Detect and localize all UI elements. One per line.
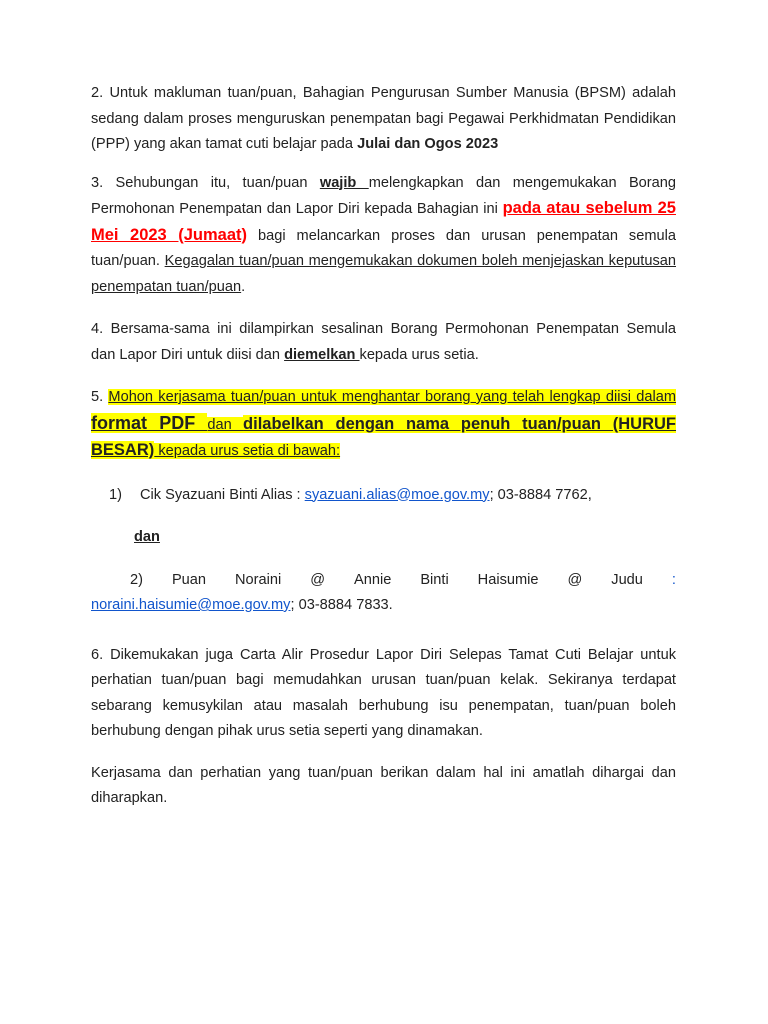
contact-2-word: Annie	[354, 571, 392, 588]
paragraph-6: 6. Dikemukakan juga Carta Alir Prosedur Lapor Diri Selepas Tamat Cuti Belajar untuk perhatian tuan/puan bagi memudahkan urusan tuan/puan kelak. Sekiranya terdapat sebarang kemusykilan atau masalah berhubung isu penempatan, tuan/puan boleh berhubung dengan pihak urus setia seperti yang dinamakan.	[91, 646, 676, 739]
contact-2-phone: ; 03-8884 7833.	[290, 597, 393, 613]
paragraph-3	[91, 171, 676, 301]
paragraph-3-deadline: pada atau sebelum 25 Mei 2023 (Jumaat)	[91, 199, 676, 244]
paragraph-4-emphasis: diemelkan	[284, 346, 360, 363]
contact-1-number: 1)	[109, 486, 122, 503]
paragraph-3-end: .	[241, 278, 246, 295]
contact-2-number: 2)	[130, 571, 143, 588]
contact-2-word: Noraini	[235, 571, 282, 588]
contact-2-line-2	[91, 593, 676, 619]
paragraph-3-after: bagi melancarkan proses dan urusan penempatan semula tuan/puan.	[91, 227, 676, 269]
paragraph-5-highlight-c: kepada urus setia di bawah:	[154, 443, 341, 459]
contact-2-line-1	[91, 568, 676, 594]
paragraph-4-end: kepada urus setia.	[359, 346, 479, 363]
contact-2-email-link[interactable]: noraini.haisumie@moe.gov.my	[91, 597, 291, 613]
document-page	[91, 81, 676, 812]
paragraph-5-highlight-b: dan	[207, 416, 244, 433]
paragraph-5-highlight-a: Mohon kerjasama tuan/puan untuk menghantar borang yang telah lengkap diisi dalam	[108, 389, 676, 405]
paragraph-3-mid: melengkapkan dan mengemukakan Borang Permohonan Penempatan dan Lapor Diri kepada Bahagian ini	[91, 174, 677, 217]
contact-item-2	[91, 568, 676, 619]
contact-2-word: Haisumie	[477, 571, 539, 588]
paragraph-4-lead: 4. Bersama-sama ini dilampirkan sesalinan Borang Permohonan Penempatan Semula dan Lapor Diri untuk diisi dan	[91, 321, 676, 363]
paragraph-5-label-instruction: dilabelkan dengan nama penuh tuan/puan (HURUF BESAR)	[91, 414, 676, 459]
contact-2-word: Puan	[171, 571, 207, 588]
paragraph-2-text: 2. Untuk makluman tuan/puan, Bahagian Pengurusan Sumber Manusia (BPSM) adalah sedang dalam proses menguruskan penempatan bagi Pegawai Perkhidmatan Pendidikan (PPP) yang akan tamat cuti belajar pada	[91, 85, 676, 152]
contact-1-phone: ; 03-8884 7762,	[489, 486, 592, 503]
contact-1-name: Cik Syazuani Binti Alias :	[140, 486, 305, 503]
contact-item-1	[91, 483, 676, 509]
closing-paragraph: Kerjasama dan perhatian yang tuan/puan berikan dalam hal ini amatlah dihargai dan diharapkan.	[91, 764, 676, 806]
paragraph-5-format-pdf: format PDF	[91, 412, 208, 433]
contact-2-colon: :	[671, 571, 676, 588]
paragraph-3-lead: 3. Sehubungan itu, tuan/puan	[91, 174, 320, 191]
paragraph-2	[91, 81, 676, 158]
paragraph-5	[91, 385, 676, 465]
contact-2-word: @	[310, 571, 326, 588]
paragraph-3-wajib: wajib	[319, 174, 369, 191]
contact-2-word: Judu	[611, 571, 643, 588]
contact-2-word: Binti	[420, 571, 449, 588]
paragraph-4	[91, 317, 676, 368]
paragraph-2-bold-dates: Julai dan Ogos 2023	[357, 136, 499, 152]
connector-dan: dan	[134, 529, 160, 545]
contact-2-word: @	[567, 571, 583, 588]
paragraph-3-warning: Kegagalan tuan/puan mengemukakan dokumen boleh menjejaskan keputusan penempatan tuan/puan	[91, 253, 676, 295]
paragraph-5-num: 5.	[91, 389, 109, 405]
contact-1-email-link[interactable]: syazuani.alias@moe.gov.my	[304, 486, 490, 503]
